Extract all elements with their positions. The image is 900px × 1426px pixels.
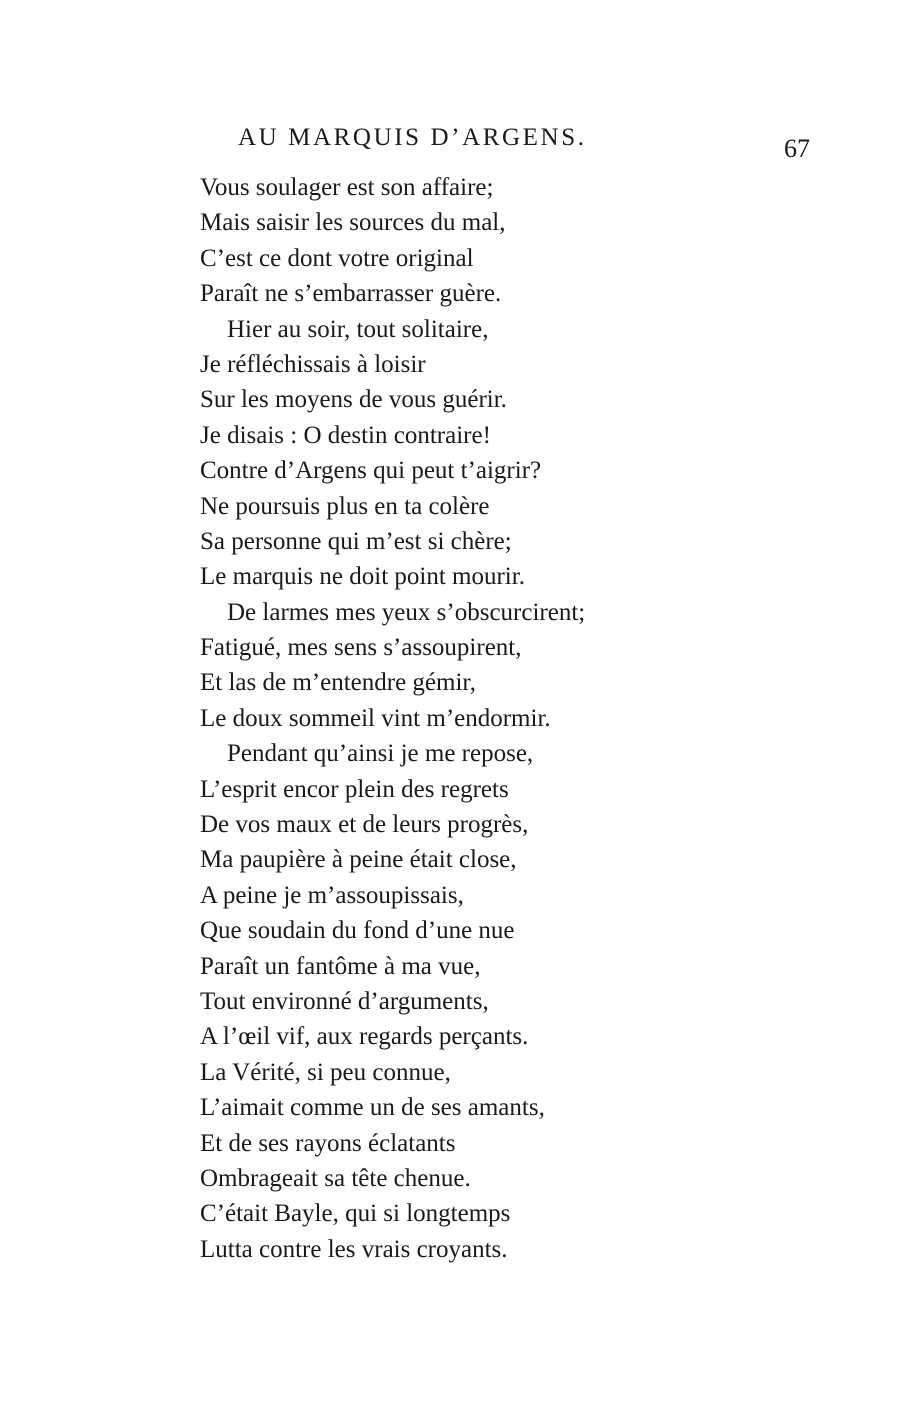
verse-line: Sur les moyens de vous guérir. bbox=[200, 386, 507, 414]
verse-line: Lutta contre les vrais croyants. bbox=[200, 1235, 508, 1263]
verse-line: La Vérité, si peu connue, bbox=[200, 1058, 451, 1086]
verse-line: Je réfléchissais à loisir bbox=[200, 350, 426, 378]
verse-line: L’esprit encor plein des regrets bbox=[200, 775, 509, 803]
verse-line: Fatigué, mes sens s’assoupirent, bbox=[200, 634, 522, 662]
verse-line: De vos maux et de leurs progrès, bbox=[200, 811, 529, 839]
verse-line: C’est ce dont votre original bbox=[200, 244, 474, 272]
verse-line: Que soudain du fond d’une nue bbox=[200, 917, 515, 945]
verse-line: Le marquis ne doit point mourir. bbox=[200, 563, 525, 591]
verse-line: Pendant qu’ainsi je me repose, bbox=[227, 740, 534, 768]
verse-line: Le doux sommeil vint m’endormir. bbox=[200, 704, 551, 732]
verse-line: A l’œil vif, aux regards perçants. bbox=[200, 1023, 529, 1051]
verse-line: Je disais : O destin contraire! bbox=[200, 421, 491, 449]
verse-line: Hier au soir, tout solitaire, bbox=[227, 315, 489, 343]
verse-line: Contre d’Argens qui peut t’aigrir? bbox=[200, 457, 542, 485]
verse-line: De larmes mes yeux s’obscurcirent; bbox=[227, 598, 586, 626]
verse-line: Vous soulager est son affaire; bbox=[200, 174, 494, 201]
verse-line: Sa personne qui m’est si chère; bbox=[200, 527, 512, 555]
verse-line: Tout environné d’arguments, bbox=[200, 987, 489, 1015]
running-title: AU MARQUIS D’ARGENS. bbox=[238, 124, 587, 151]
verse-line: Et las de m’entendre gémir, bbox=[200, 669, 476, 697]
verse-line: Mais saisir les sources du mal, bbox=[200, 209, 506, 237]
verse-line: C’était Bayle, qui si longtemps bbox=[200, 1200, 511, 1228]
verse-line: Paraît ne s’embarrasser guère. bbox=[200, 280, 502, 308]
verse-line: Ombrageait sa tête chenue. bbox=[200, 1164, 471, 1192]
verse-line: Ne poursuis plus en ta colère bbox=[200, 492, 490, 520]
verse-line: A peine je m’assoupissais, bbox=[200, 881, 464, 909]
poem-body bbox=[0, 170, 900, 1267]
verse-line: L’aimait comme un de ses amants, bbox=[200, 1094, 545, 1122]
verse-line: Paraît un fantôme à ma vue, bbox=[200, 952, 481, 980]
verse-line: Et de ses rayons éclatants bbox=[200, 1129, 456, 1157]
page-number: 67 bbox=[784, 134, 810, 163]
verse-line: Ma paupière à peine était close, bbox=[200, 846, 517, 874]
